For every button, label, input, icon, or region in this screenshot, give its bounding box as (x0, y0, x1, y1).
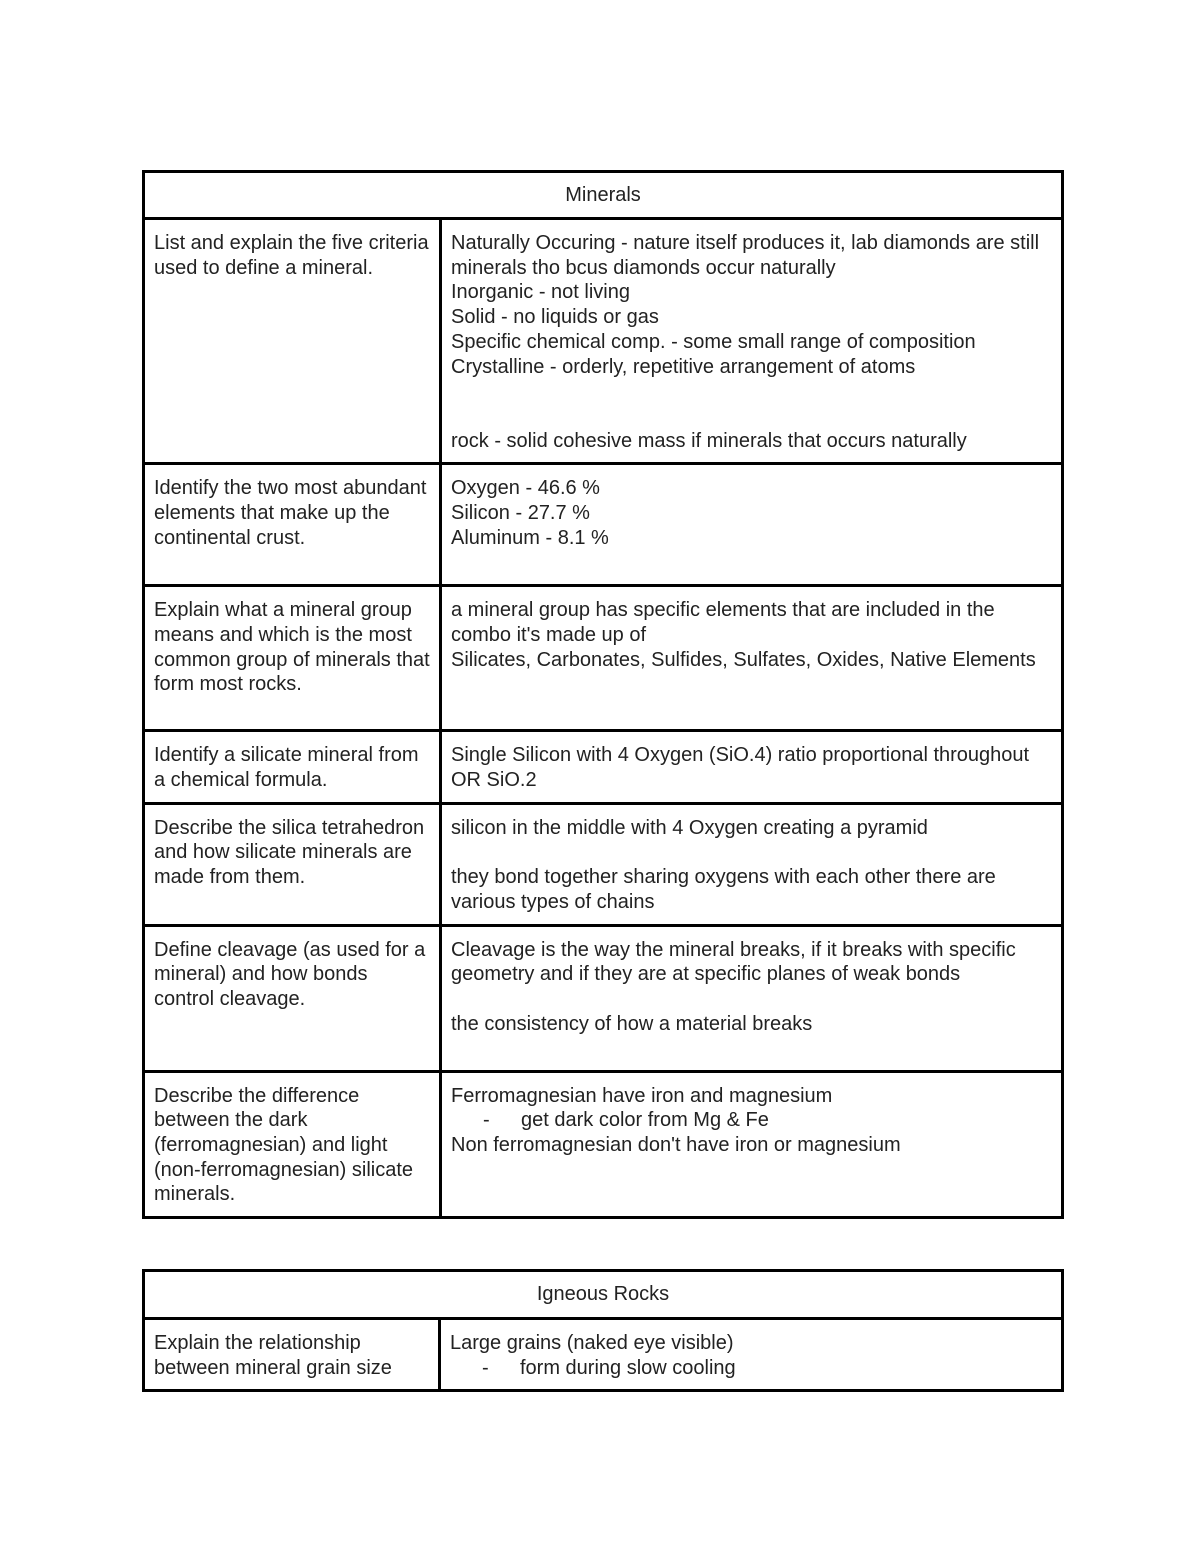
answer-line: Silicates, Carbonates, Sulfides, Sulfates, Oxides, Native Elements (451, 648, 1036, 671)
answer-line: they bond together sharing oxygens with each other there are various types of chains (451, 866, 1002, 913)
question-cell: Identify the two most abundant elements that make up the continental crust. (144, 464, 441, 586)
bullet-text: form during slow cooling (520, 1356, 736, 1379)
question-cell: Define cleavage (as used for a mineral) and how bonds control cleavage. (144, 925, 441, 1071)
answer-cell (441, 1071, 1063, 1218)
answer-cell (441, 219, 1063, 464)
answer-line: Oxygen - 46.6 % (451, 477, 600, 500)
table-row (144, 586, 1063, 731)
answer-line: the consistency of how a material breaks (451, 1012, 813, 1035)
minerals-table (142, 170, 1064, 1219)
answer-cell (441, 925, 1063, 1071)
answer-cell (441, 464, 1063, 586)
table-row (144, 1319, 1063, 1391)
table-row (144, 803, 1063, 925)
answer-line: rock - solid cohesive mass if minerals that occurs naturally (451, 429, 967, 452)
question-cell: Explain what a mineral group means and which is the most common group of minerals that form most rocks. (144, 586, 441, 731)
answer-line: Non ferromagnesian don't have iron or magnesium (451, 1133, 901, 1156)
igneous-table-title: Igneous Rocks (144, 1271, 1063, 1319)
answer-line: Inorganic - not living (451, 281, 630, 304)
answer-cell (441, 803, 1063, 925)
question-cell: Describe the difference between the dark (ferromagnesian) and light (non-ferromagnesian) silicate minerals. (144, 1071, 441, 1218)
answer-line: Silicon - 27.7 % (451, 502, 590, 525)
answer-cell (441, 586, 1063, 731)
answer-cell (440, 1319, 1063, 1391)
bullet-item (450, 1356, 1053, 1381)
answer-line: Crystalline - orderly, repetitive arrangement of atoms (451, 355, 916, 378)
answer-line: Cleavage is the way the mineral breaks, if it breaks with specific geometry and if they are at specific planes of weak bonds (451, 938, 1022, 986)
answer-line: silicon in the middle with 4 Oxygen creating a pyramid (451, 816, 928, 839)
table-row (144, 925, 1063, 1071)
igneous-rocks-table (142, 1269, 1064, 1392)
answer-line: Solid - no liquids or gas (451, 306, 659, 329)
bullet-item (451, 1108, 1053, 1133)
minerals-table-title: Minerals (144, 172, 1063, 219)
answer-line: Ferromagnesian have iron and magnesium (451, 1084, 833, 1107)
question-cell: Explain the relationship between mineral grain size (144, 1319, 440, 1391)
table-row (144, 219, 1063, 464)
table-row (144, 1071, 1063, 1218)
answer-line: Aluminum - 8.1 % (451, 526, 609, 549)
answer-line: a mineral group has specific elements that are included in the combo it's made up of (451, 599, 1001, 647)
question-cell: Describe the silica tetrahedron and how silicate minerals are made from them. (144, 803, 441, 925)
answer-line: Single Silicon with 4 Oxygen (SiO.4) ratio proportional throughout OR SiO.2 (451, 744, 1035, 792)
answer-line: Specific chemical comp. - some small range of composition (451, 330, 976, 353)
question-cell: List and explain the five criteria used to define a mineral. (144, 219, 441, 464)
answer-line: Naturally Occuring - nature itself produces it, lab diamonds are still minerals tho bcus diamonds occur naturally (451, 232, 1045, 279)
question-cell: Identify a silicate mineral from a chemical formula. (144, 731, 441, 803)
table-row (144, 464, 1063, 586)
table-row (144, 731, 1063, 803)
answer-line: Large grains (naked eye visible) (450, 1332, 734, 1354)
bullet-text: get dark color from Mg & Fe (521, 1109, 769, 1132)
bullet-dash: - (482, 1356, 489, 1379)
answer-cell (441, 731, 1063, 803)
bullet-dash: - (483, 1109, 490, 1132)
